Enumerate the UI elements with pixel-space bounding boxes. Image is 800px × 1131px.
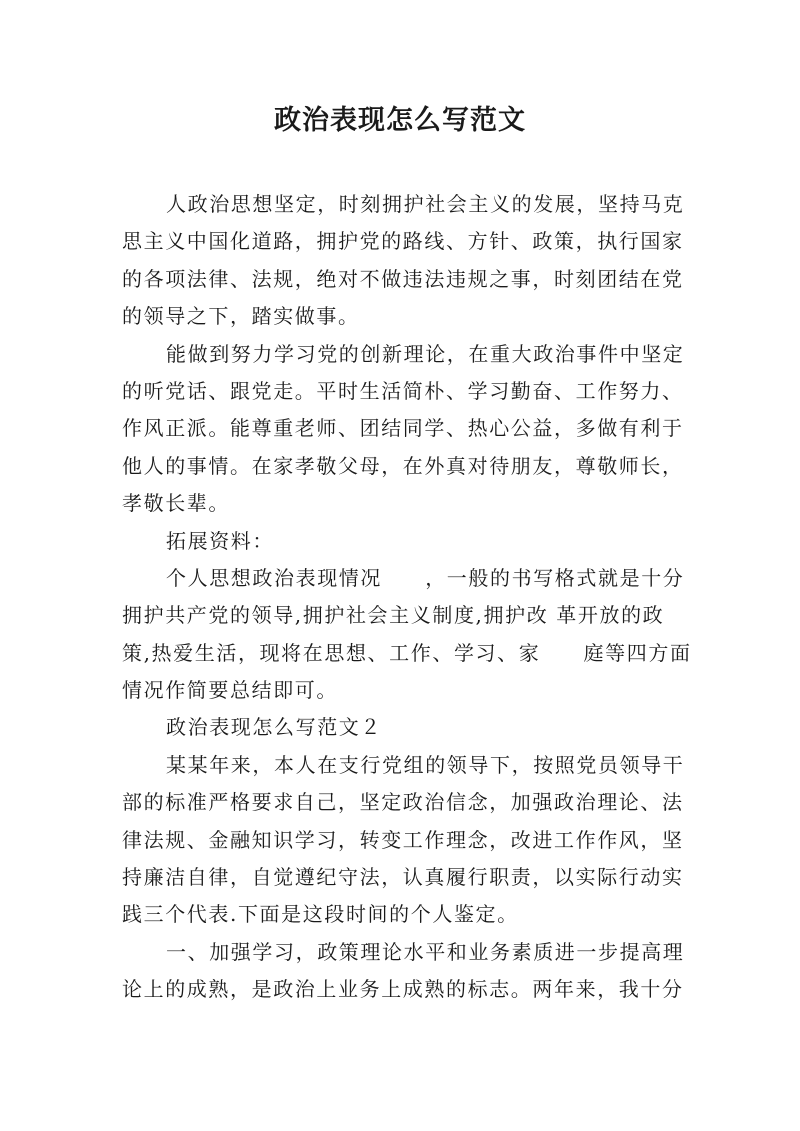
paragraph bbox=[122, 560, 692, 710]
text-line: 的领导之下，踏实做事。 bbox=[122, 304, 360, 329]
text-line: 思主义中国化道路，拥护党的路线、方针、政策，执行国家 bbox=[122, 229, 684, 254]
text-line: 的各项法律、法规，绝对不做违法违规之事，时刻团结在党 bbox=[122, 266, 684, 291]
text-line: 能做到努力学习党的创新理论，在重大政治事件中坚定 bbox=[166, 341, 685, 366]
paragraph bbox=[122, 336, 688, 523]
text-line: 他人的事情。在家孝敬父母，在外真对待朋友，尊敬师长， bbox=[122, 453, 684, 478]
text-line: 作风正派。能尊重老师、团结同学、热心公益，多做有利于 bbox=[122, 416, 684, 441]
text-line: 拓展资料： bbox=[166, 528, 274, 553]
paragraph bbox=[122, 747, 688, 934]
text-line: 某某年来，本人在支行党组的领导下，按照党员领导干 bbox=[166, 752, 685, 777]
section-heading: 政治表现怎么写范文２ bbox=[166, 715, 382, 740]
paragraph bbox=[122, 186, 688, 336]
document-body bbox=[122, 186, 692, 1009]
paragraph bbox=[122, 523, 688, 560]
text-line: 践三个代表.下面是这段时间的个人鉴定。 bbox=[122, 902, 519, 927]
text-line: 论上的成熟，是政治上业务上成熟的标志。两年来，我十分 bbox=[122, 977, 684, 1002]
text-line: 情况作简要总结即可。 bbox=[122, 678, 338, 703]
text-line: 个人思想政治表现情况 ，一般的书写格式就是十分 bbox=[166, 565, 685, 590]
text-line: 孝敬长辈。 bbox=[122, 491, 230, 516]
paragraph bbox=[122, 934, 688, 1009]
text-line: 部的标准严格要求自己，坚定政治信念，加强政治理论、法 bbox=[122, 790, 684, 815]
text-line: 人政治思想坚定，时刻拥护社会主义的发展，坚持马克 bbox=[166, 192, 685, 216]
text-line: 一、加强学习，政策理论水平和业务素质进一步提高理 bbox=[166, 939, 685, 964]
text-line: 拥护共产党的领导,拥护社会主义制度,拥护改 革开放的政 bbox=[122, 603, 665, 628]
text-line: 的听党话、跟党走。平时生活简朴、学习勤奋、工作努力、 bbox=[122, 378, 684, 403]
text-line: 律法规、金融知识学习，转变工作理念，改进工作作风，坚 bbox=[122, 827, 684, 852]
paragraph bbox=[122, 709, 688, 746]
text-line: 策,热爱生活，现将在思想、工作、学习、家 庭等四方面 bbox=[122, 640, 692, 665]
text-line: 持廉洁自律，自觉遵纪守法，认真履行职责，以实际行动实 bbox=[122, 865, 684, 890]
document-title: 政治表现怎么写范文 bbox=[274, 105, 526, 136]
